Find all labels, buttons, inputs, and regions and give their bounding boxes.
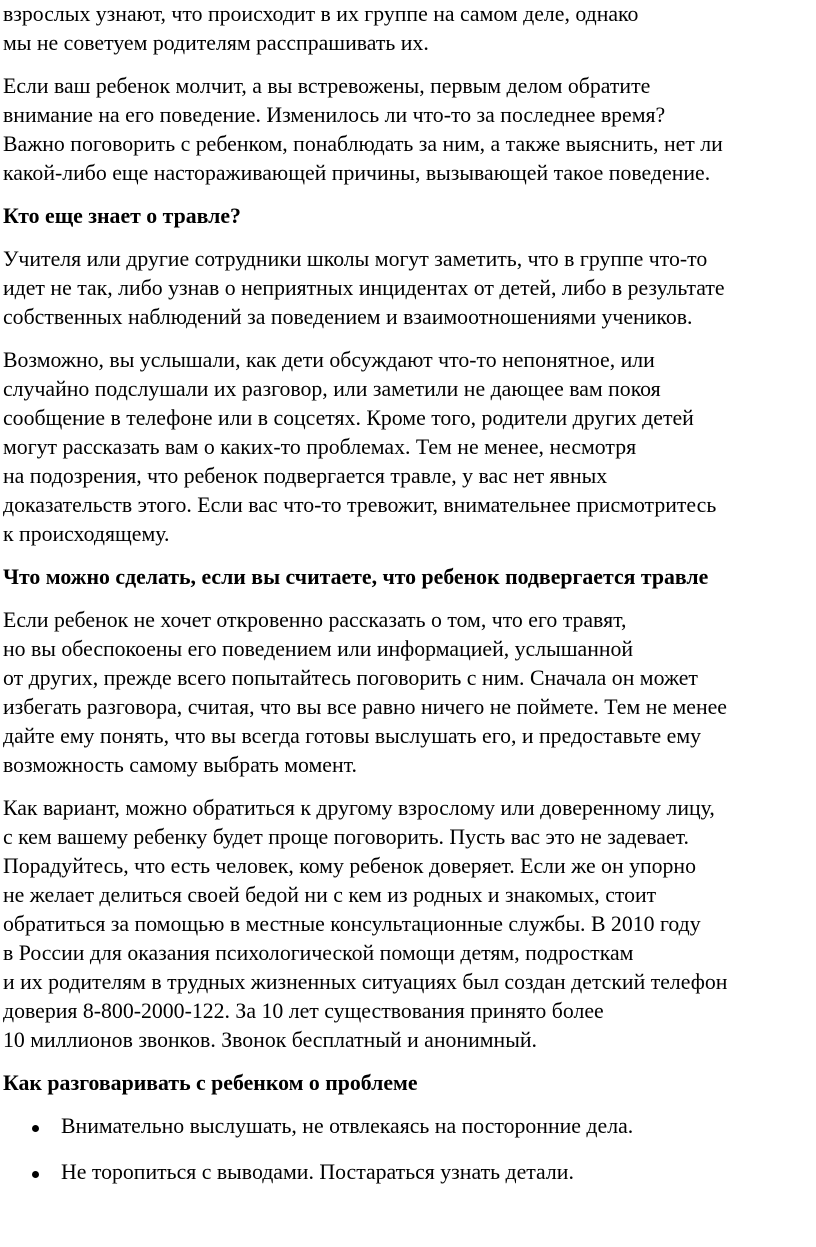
text-line: собственных наблюдений за поведением и взаимоотношениями учеников. bbox=[3, 305, 693, 329]
paragraph-talk-to-child bbox=[3, 606, 816, 780]
text-line: сообщение в телефоне или в соцсетях. Кроме того, родители других детей bbox=[3, 406, 694, 430]
text-line: Если ребенок не хочет откровенно рассказать о том, что его травят, bbox=[3, 608, 627, 632]
text-line: дайте ему понять, что вы всегда готовы выслушать его, и предоставьте ему bbox=[3, 724, 702, 748]
paragraph-intro-end bbox=[3, 0, 816, 58]
text-line: мы не советуем родителям расспрашивать их. bbox=[3, 31, 429, 55]
bullet-icon bbox=[32, 1171, 39, 1178]
text-line: Важно поговорить с ребенком, понаблюдать за ним, а также выяснить, нет ли bbox=[3, 132, 723, 156]
text-line: Учителя или другие сотрудники школы могут заметить, что в группе что-то bbox=[3, 247, 708, 271]
paragraph-teachers bbox=[3, 245, 816, 332]
text-line: Возможно, вы услышали, как дети обсуждают что-то непонятное, или bbox=[3, 348, 655, 372]
text-line: к происходящему. bbox=[3, 522, 170, 546]
paragraph-other-adult bbox=[3, 794, 816, 1055]
text-line: обратиться за помощью в местные консультационные службы. В 2010 году bbox=[3, 912, 701, 936]
text-line: 10 миллионов звонков. Звонок бесплатный и анонимный. bbox=[3, 1028, 537, 1052]
text-line: в России для оказания психологической помощи детям, подросткам bbox=[3, 941, 634, 965]
list-item-text: Не торопиться с выводами. Постараться узнать детали. bbox=[61, 1160, 574, 1184]
text-line: не желает делиться своей бедой ни с кем из родных и знакомых, стоит bbox=[3, 883, 657, 907]
text-line: внимание на его поведение. Изменилось ли что-то за последнее время? bbox=[3, 103, 666, 127]
text-line: избегать разговора, считая, что вы все равно ничего не поймете. Тем не менее bbox=[3, 695, 727, 719]
text-line: Если ваш ребенок молчит, а вы встревожены, первым делом обратите bbox=[3, 74, 651, 98]
paragraph-signs bbox=[3, 346, 816, 549]
text-line: но вы обеспокоены его поведением или информацией, услышанной bbox=[3, 637, 634, 661]
list-item-text: Внимательно выслушать, не отвлекаясь на посторонние дела. bbox=[61, 1114, 634, 1138]
text-line: от других, прежде всего попытайтесь поговорить с ним. Сначала он может bbox=[3, 666, 698, 690]
bullet-icon bbox=[32, 1125, 39, 1132]
text-line: доверия 8-800-2000-122. За 10 лет существования принято более bbox=[3, 999, 604, 1023]
advice-list bbox=[3, 1112, 816, 1187]
paragraph-child-silent bbox=[3, 72, 816, 188]
text-line: идет не так, либо узнав о неприятных инцидентах от детей, либо в результате bbox=[3, 276, 725, 300]
text-line: на подозрения, что ребенок подвергается травле, у вас нет явных bbox=[3, 464, 608, 488]
text-line: какой-либо еще настораживающей причины, вызывающей такое поведение. bbox=[3, 161, 711, 185]
text-line: Как вариант, можно обратиться к другому взрослому или доверенному лицу, bbox=[3, 796, 715, 820]
text-line: случайно подслушали их разговор, или заметили не дающее вам покоя bbox=[3, 377, 661, 401]
text-line: возможность самому выбрать момент. bbox=[3, 753, 357, 777]
list-item bbox=[3, 1158, 816, 1187]
heading-what-to-do: Что можно сделать, если вы считаете, что ребенок подвергается травле bbox=[3, 565, 709, 589]
heading-how-to-talk: Как разговаривать с ребенком о проблеме bbox=[3, 1071, 418, 1095]
text-line: и их родителям в трудных жизненных ситуациях был создан детский телефон bbox=[3, 970, 728, 994]
text-line: доказательств этого. Если вас что-то тревожит, внимательнее присмотритесь bbox=[3, 493, 717, 517]
text-line: с кем вашему ребенку будет проще поговорить. Пусть вас это не задевает. bbox=[3, 825, 689, 849]
list-item bbox=[3, 1112, 816, 1141]
heading-who-knows: Кто еще знает о травле? bbox=[3, 204, 241, 228]
text-line: Порадуйтесь, что есть человек, кому ребенок доверяет. Если же он упорно bbox=[3, 854, 696, 878]
text-line: могут рассказать вам о каких-то проблемах. Тем не менее, несмотря bbox=[3, 435, 637, 459]
text-line: взрослых узнают, что происходит в их группе на самом деле, однако bbox=[3, 2, 639, 26]
